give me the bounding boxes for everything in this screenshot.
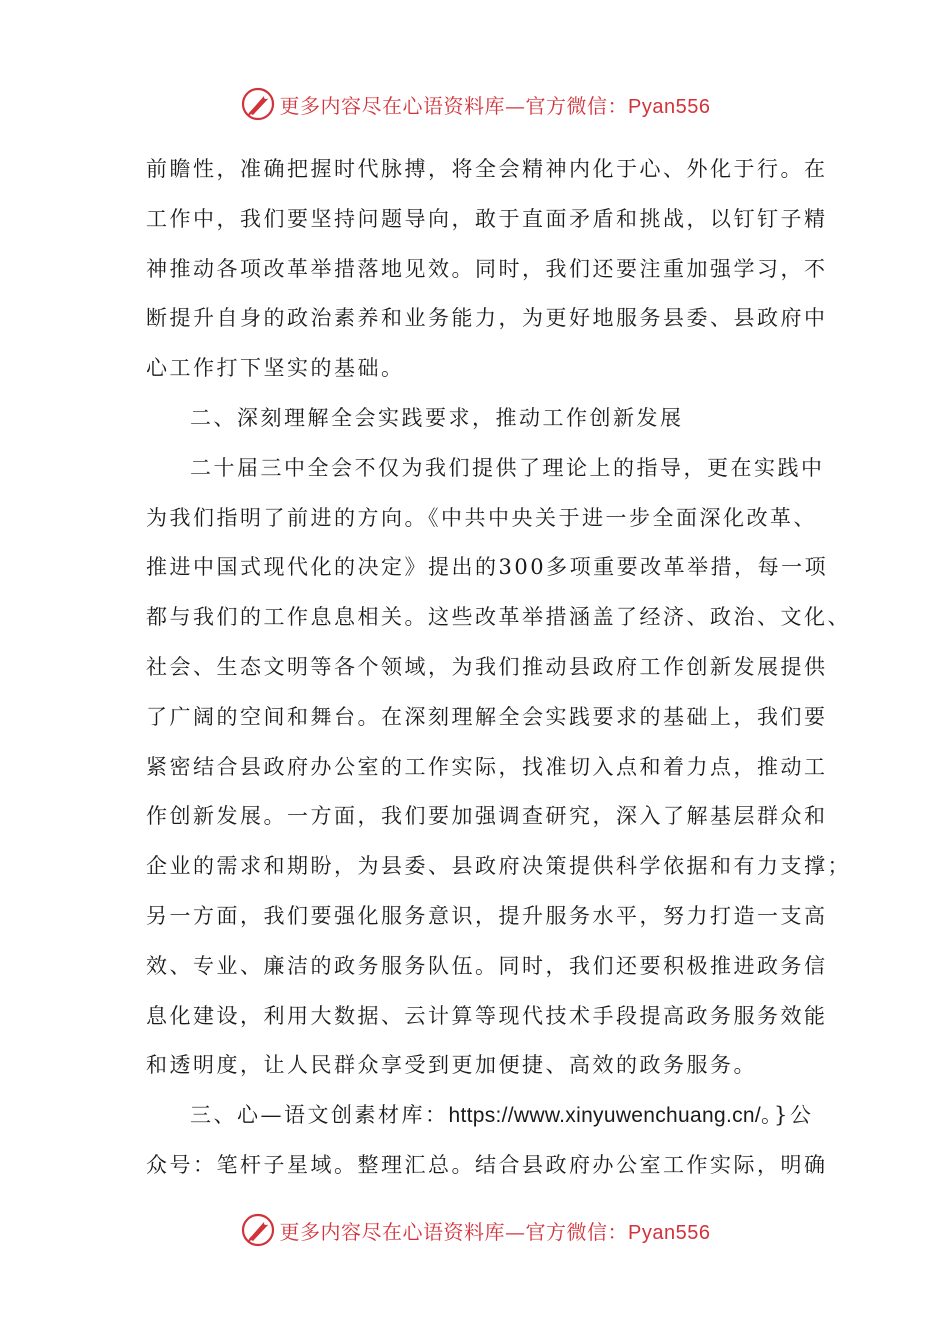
section-heading: 二、深刻理解全会实践要求，推动工作创新发展: [190, 405, 684, 430]
body-line: 作创新发展。一方面，我们要加强调查研究，深入了解基层群众和: [146, 804, 828, 829]
link-line-prefix: 三、心—语文创素材库：: [190, 1103, 449, 1128]
body-line: 企业的需求和期盼，为县委、县政府决策提供科学依据和有力支撑；: [146, 854, 851, 879]
banner-text: 更多内容尽在心语资料库—官方微信：Pyan556: [279, 1219, 711, 1244]
body-line: 前瞻性，准确把握时代脉搏，将全会精神内化于心、外化于行。在: [146, 157, 828, 181]
body-line: 为我们指明了前进的方向。《中共中央关于进一步全面深化改革、: [146, 505, 817, 530]
header-watermark-banner: [0, 84, 950, 124]
body-line: 工作中，我们要坚持问题导向，敢于直面矛盾和挑战，以钉钉子精: [146, 206, 828, 231]
body-line: 了广阔的空间和舞台。在深刻理解全会实践要求的基础上，我们要: [146, 704, 828, 729]
body-line: 都与我们的工作息息相关。这些改革举措涵盖了经济、政治、文化、: [146, 605, 851, 630]
website-link[interactable]: https://www.xinyuwenchuang.cn/: [448, 1104, 761, 1128]
body-line: 另一方面，我们要强化服务意识，提升服务水平，努力打造一支高: [146, 903, 828, 928]
body-line: 社会、生态文明等各个领域，为我们推动县政府工作创新发展提供: [146, 654, 828, 679]
body-line: 推进中国式现代化的决定》提出的300多项重要改革举措，每一项: [146, 555, 829, 580]
document-body: [146, 145, 851, 1191]
footer-watermark-banner: [0, 1210, 950, 1250]
body-line: 效、专业、廉洁的政务服务队伍。同时，我们还要积极推进政务信: [146, 953, 828, 978]
body-line: 心工作打下坚实的基础。: [146, 356, 405, 381]
body-line: 紧密结合县政府办公室的工作实际，找准切入点和着力点，推动工: [146, 754, 828, 779]
link-line-suffix: 。}公: [761, 1103, 814, 1128]
body-line: 断提升自身的政治素养和业务能力，为更好地服务县委、县政府中: [146, 306, 828, 331]
paragraph-first-line: 二十届三中全会不仅为我们提供了理论上的指导，更在实践中: [190, 455, 825, 480]
pen-logo-icon: [240, 86, 276, 122]
body-line: 息化建设，利用大数据、云计算等现代技术手段提高政务服务效能: [146, 1003, 828, 1028]
body-line: 和透明度，让人民群众享受到更加便捷、高效的政务服务。: [146, 1053, 757, 1078]
body-line: 神推动各项改革举措落地见效。同时，我们还要注重加强学习，不: [146, 256, 828, 281]
body-line: 众号：笔杆子星域。整理汇总。结合县政府办公室工作实际，明确: [146, 1152, 828, 1177]
banner-text: 更多内容尽在心语资料库—官方微信：Pyan556: [279, 93, 711, 118]
link-line: [146, 1091, 814, 1141]
pen-logo-icon: [240, 1212, 276, 1248]
